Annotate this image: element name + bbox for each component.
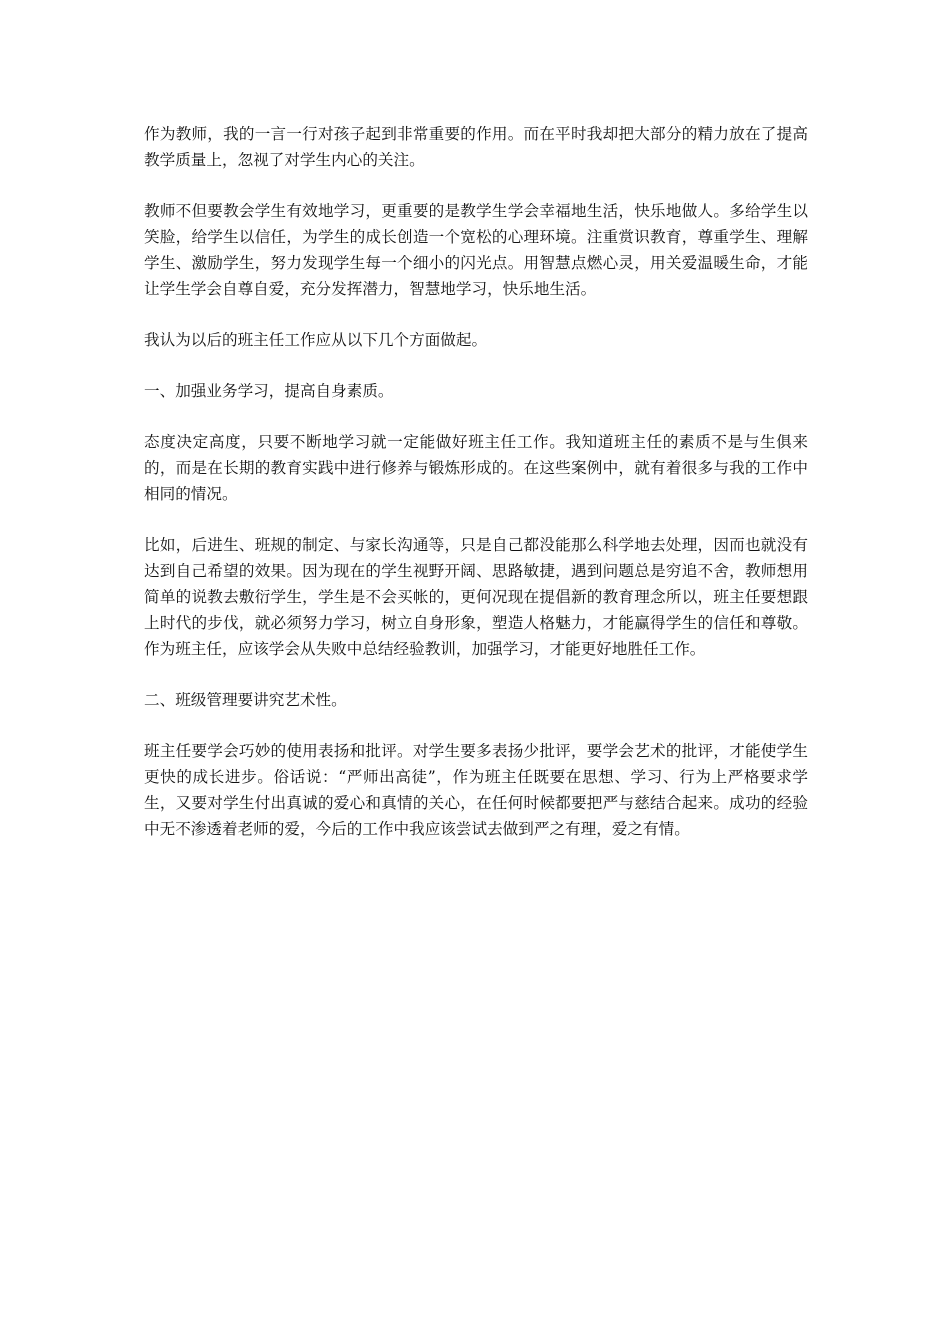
paragraph-attitude: 态度决定高度，只要不断地学习就一定能做好班主任工作。我知道班主任的素质不是与生俱来的，而是在长期的教育实践中进行修养与锻炼形成的。在这些案例中，就有着很多与我的工作中相同的情况。 [144, 433, 808, 503]
paragraph-praise-criticism: 班主任要学会巧妙的使用表扬和批评。对学生要多表扬少批评，要学会艺术的批评，才能使学生更快的成长进步。俗话说：“严师出高徒”，作为班主任既要在思想、学习、行为上严格要求学生，又要对学生付出真诚的爱心和真情的关心，在任何时候都要把严与慈结合起来。成功的经验中无不渗透着老师的爱，今后的工作中我应该尝试去做到严之有理，爱之有情。 [144, 742, 808, 838]
paragraph-teaching-philosophy: 教师不但要教会学生有效地学习，更重要的是教学生学会幸福地生活，快乐地做人。多给学生以笑脸，给学生以信任，为学生的成长创造一个宽松的心理环境。注重赏识教育，尊重学生、理解学生、激励学生，努力发现学生每一个细小的闪光点。用智慧点燃心灵，用关爱温暖生命，才能让学生学会自尊自爱，充分发挥潜力，智慧地学习，快乐地生活。 [144, 202, 808, 298]
paragraph-examples: 比如，后进生、班规的制定、与家长沟通等，只是自己都没能那么科学地去处理，因而也就没有达到自己希望的效果。因为现在的学生视野开阔、思路敏捷，遇到问题总是穷追不舍，教师想用简单的说教去敷衍学生，学生是不会买帐的，更何况现在提倡新的教育理念所以，班主任要想跟上时代的步伐，就必须努力学习，树立自身形象，塑造人格魅力，才能赢得学生的信任和尊敬。作为班主任，应该学会从失败中总结经验教训，加强学习，才能更好地胜任工作。 [144, 536, 808, 658]
section-heading-1: 一、加强业务学习，提高自身素质。 [144, 382, 394, 400]
paragraph-plan-intro: 我认为以后的班主任工作应从以下几个方面做起。 [144, 331, 488, 349]
paragraph-intro: 作为教师，我的一言一行对孩子起到非常重要的作用。而在平时我却把大部分的精力放在了提高教学质量上，忽视了对学生内心的关注。 [144, 125, 808, 169]
document-body [144, 121, 808, 867]
section-heading-2: 二、班级管理要讲究艺术性。 [144, 691, 347, 709]
